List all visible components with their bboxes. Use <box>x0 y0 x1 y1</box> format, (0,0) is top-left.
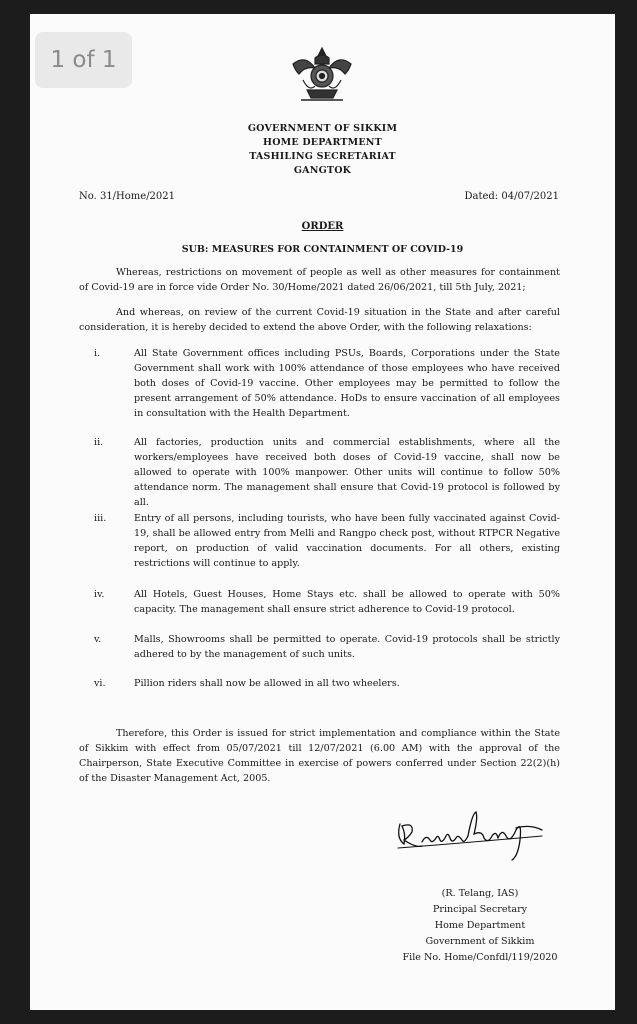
signatory-designation: Principal Secretary <box>432 904 528 915</box>
relaxation-number: iii. <box>94 513 107 524</box>
relaxation-text: All factories, production units and commercial establishments, where all the workers/employees have received both doses of Covid-19 vaccine, shall now be allowed to operate with 100% manpower. Other units will continue to follow 50% attendance norm. The management shall ensure that Covid-19 protocol is followed by all. <box>134 437 560 508</box>
relaxation-text: Entry of all persons, including tourists, who have been fully vaccinated against Covid-19, shall be allowed entry from Melli and Rangpo check post, without RTPCR Negative report, on production of valid vaccination documents. For all others, existing restrictions will continue to apply. <box>134 513 560 569</box>
document-page <box>30 14 615 1010</box>
order-title: ORDER <box>301 221 344 232</box>
letterhead-city: GANGTOK <box>293 165 352 176</box>
paragraph-and-whereas: And whereas, on review of the current Covid-19 situation in the State and after careful consideration, it is hereby decided to extend the above Order, with the following relaxations: <box>79 307 560 333</box>
relaxation-number: i. <box>94 348 101 359</box>
file-number: File No. Home/Confdl/119/2020 <box>402 952 558 963</box>
signatory-government: Government of Sikkim <box>425 936 535 947</box>
order-subject: SUB: MEASURES FOR CONTAINMENT OF COVID-19 <box>181 244 464 255</box>
paragraph-therefore: Therefore, this Order is issued for strict implementation and compliance within the State of Sikkim with effect from 05/07/2021 till 12/07/2021 (6.00 AM) with the approval of the Chairperson, State Executive Committee in exercise of powers conferred under Section 22(2)(h) of the Disaster Management Act, 2005. <box>79 728 560 784</box>
letterhead-secretariat: TASHILING SECRETARIAT <box>249 151 396 162</box>
page-indicator: 1 of 1 <box>35 32 132 88</box>
relaxation-text: Malls, Showrooms shall be permitted to operate. Covid-19 protocols shall be strictly adhered to by the management of such units. <box>134 634 560 660</box>
relaxation-number: iv. <box>94 589 105 600</box>
relaxation-text: All Hotels, Guest Houses, Home Stays etc. shall be allowed to operate with 50% capacity. The management shall ensure strict adherence to Covid-19 protocol. <box>134 589 560 615</box>
order-reference-number: No. 31/Home/2021 <box>79 191 176 202</box>
relaxation-number: vi. <box>94 678 106 689</box>
paragraph-whereas: Whereas, restrictions on movement of people as well as other measures for containment of Covid-19 are in force vide Order No. 30/Home/2021 dated 26/06/2021, till 5th July, 2021; <box>79 267 560 293</box>
signatory-department: Home Department <box>434 920 526 931</box>
relaxation-number: v. <box>94 634 102 645</box>
letterhead-government: GOVERNMENT OF SIKKIM <box>247 123 398 134</box>
handwritten-signature <box>392 804 552 864</box>
letterhead <box>180 122 465 178</box>
letterhead-department: HOME DEPARTMENT <box>263 137 382 148</box>
relaxation-text: All State Government offices including PSUs, Boards, Corporations under the State Government shall work with 100% attendance of those employees who have received both doses of Covid-19 vaccine. Other employees may be permitted to follow the present arrangement of 50% attendance. HoDs to ensure vaccination of all employees in consultation with the Health Department. <box>134 348 560 419</box>
relaxation-number: ii. <box>94 437 104 448</box>
signatory-name: (R. Telang, IAS) <box>441 888 519 899</box>
signatory-block <box>375 886 585 966</box>
relaxation-text: Pillion riders shall now be allowed in all two wheelers. <box>134 678 400 689</box>
order-date: Dated: 04/07/2021 <box>464 191 559 202</box>
state-emblem-icon <box>285 44 359 106</box>
